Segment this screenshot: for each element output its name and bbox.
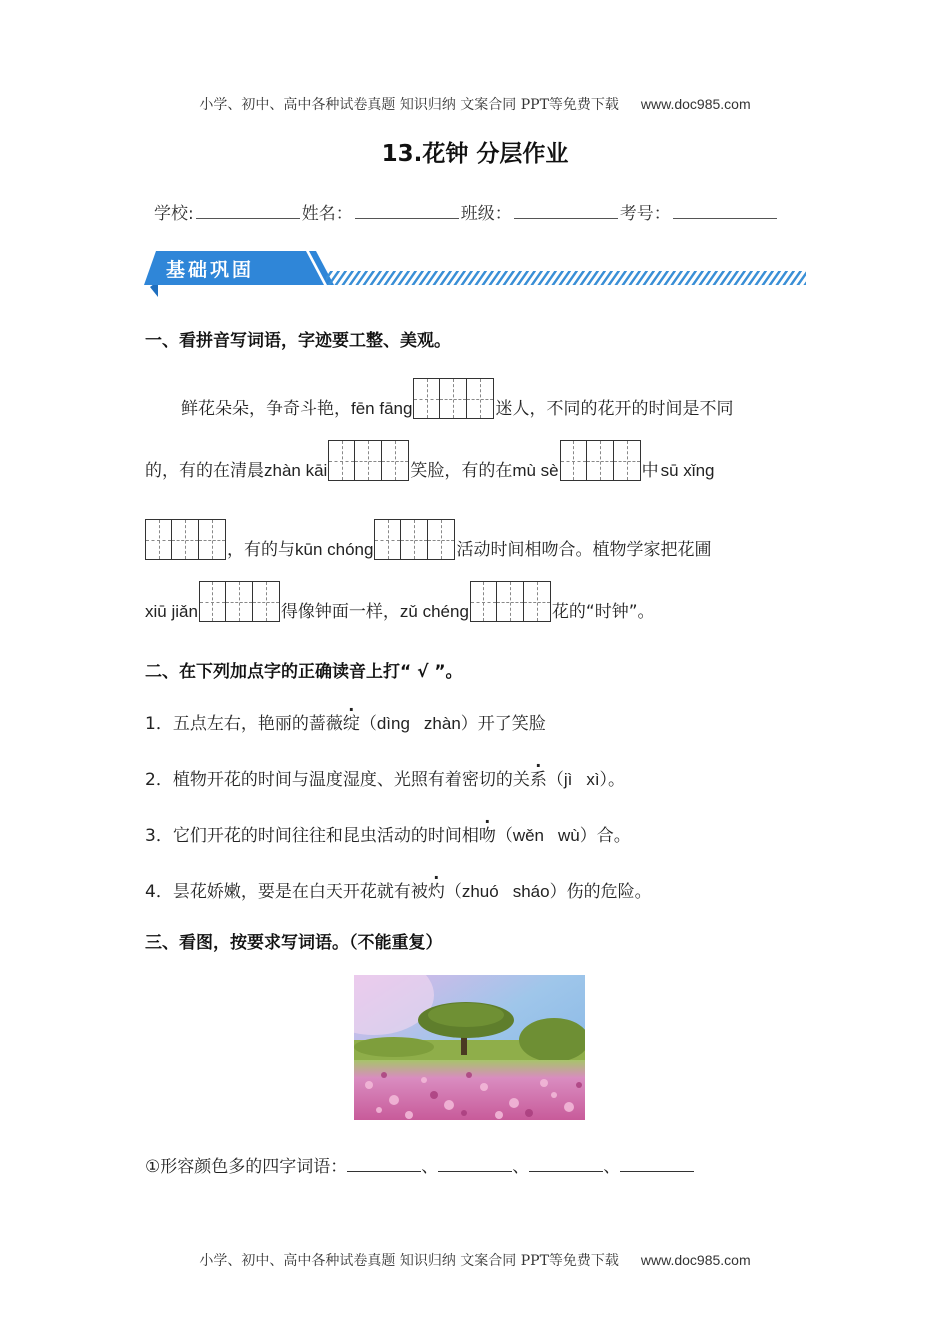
question-1-heading: 一、看拼音写词语，字迹要工整、美观。	[145, 331, 451, 351]
option-b[interactable]: zhàn）开了笑脸	[423, 714, 546, 733]
page-title: 13.花钟 分层作业	[381, 141, 569, 167]
writing-boxes[interactable]	[413, 378, 494, 420]
answer-blank[interactable]	[620, 1157, 694, 1172]
banner-label: 基础巩固	[166, 259, 255, 281]
answer-blank[interactable]	[438, 1157, 512, 1172]
item-text: 4．昙花娇嫩，要是在白天开花就有被	[145, 882, 428, 902]
writing-boxes[interactable]	[560, 440, 641, 482]
q1-text: 活动时间相吻合。植物学家把花圃	[456, 540, 712, 560]
option-b[interactable]: wù）合。	[558, 826, 631, 845]
q2-item-3	[145, 821, 631, 846]
pinyin: mù sè	[512, 461, 559, 480]
pinyin: xiū jiǎn	[145, 602, 198, 621]
dotted-char: 吻	[478, 826, 496, 846]
q1-line-2	[145, 436, 715, 482]
q1-line-1	[145, 374, 733, 420]
q1-text: 花的“时钟”。	[551, 602, 655, 622]
name-field[interactable]	[355, 202, 459, 219]
fill-label: ①形容颜色多的四字词语：	[145, 1157, 348, 1177]
q2-item-4	[145, 877, 652, 902]
option-b[interactable]: xì）。	[586, 770, 626, 789]
school-label: 学校:	[154, 204, 194, 224]
option-a[interactable]: （wěn	[495, 826, 545, 845]
pinyin: kūn chóng	[295, 540, 374, 559]
school-field[interactable]	[196, 202, 300, 219]
exam-field[interactable]	[673, 202, 777, 219]
item-text: 2．植物开花的时间与温度湿度、光照有着密切的关	[145, 770, 530, 790]
answer-blank[interactable]	[347, 1157, 421, 1172]
q2-item-2	[145, 765, 625, 790]
q1-text: 得像钟面一样，	[280, 602, 400, 622]
page-header	[0, 94, 950, 114]
q3-fill-line	[145, 1152, 694, 1177]
pinyin: fēn fāng	[351, 399, 413, 418]
page-footer	[0, 1250, 950, 1270]
class-field[interactable]	[514, 202, 618, 219]
dotted-char: 灼	[427, 882, 445, 902]
q1-line-4	[145, 577, 655, 623]
option-a[interactable]: （dìng	[359, 714, 410, 733]
q1-line-3	[145, 515, 711, 561]
separator: 、	[603, 1157, 621, 1177]
student-info	[154, 199, 779, 224]
item-text: 3．它们开花的时间往往和昆虫活动的时间相	[145, 826, 479, 846]
question-3-heading: 三、看图，按要求写词语。（不能重复）	[145, 933, 443, 953]
q1-text: 中	[641, 461, 659, 481]
writing-boxes[interactable]	[374, 519, 455, 561]
separator: 、	[421, 1157, 439, 1177]
writing-boxes[interactable]	[199, 581, 280, 623]
name-label: 姓名：	[301, 204, 353, 224]
exam-label: 考号：	[619, 204, 671, 224]
flower-field-image	[354, 975, 585, 1120]
q2-item-1	[145, 709, 546, 734]
q1-text: 鲜花朵朵，争奇斗艳，	[181, 399, 351, 419]
q1-text: 的，有的在清晨	[145, 461, 264, 481]
class-label: 班级：	[460, 204, 512, 224]
option-b[interactable]: sháo）伤的危险。	[512, 882, 652, 901]
writing-boxes[interactable]	[328, 440, 409, 482]
pinyin: zhàn kāi	[264, 461, 328, 480]
q1-text: 迷人，不同的花开的时间是不同	[495, 399, 734, 419]
separator: 、	[512, 1157, 530, 1177]
option-a[interactable]: （jì	[546, 770, 573, 789]
writing-boxes[interactable]	[145, 519, 226, 561]
footer-text: 小学、初中、高中各种试卷真题 知识归纳 文案合同 PPT等免费下载	[199, 1253, 619, 1269]
header-url: www.doc985.com	[640, 96, 751, 112]
q1-text: 笑脸，有的在	[410, 461, 513, 481]
item-text: 1．五点左右，艳丽的蔷薇	[145, 714, 343, 734]
dotted-char: 绽	[342, 714, 360, 734]
section-banner	[144, 247, 806, 297]
option-a[interactable]: （zhuó	[444, 882, 499, 901]
header-text: 小学、初中、高中各种试卷真题 知识归纳 文案合同 PPT等免费下载	[199, 97, 619, 113]
dotted-char: 系	[529, 770, 547, 790]
pinyin: sū xǐng	[660, 461, 715, 480]
q1-text: ，有的与	[227, 540, 295, 560]
writing-boxes[interactable]	[470, 581, 551, 623]
footer-url: www.doc985.com	[640, 1252, 751, 1268]
question-2-heading: 二、在下列加点字的正确读音上打“ √ ”。	[145, 662, 463, 682]
answer-blank[interactable]	[529, 1157, 603, 1172]
pinyin: zǔ chéng	[399, 602, 469, 621]
